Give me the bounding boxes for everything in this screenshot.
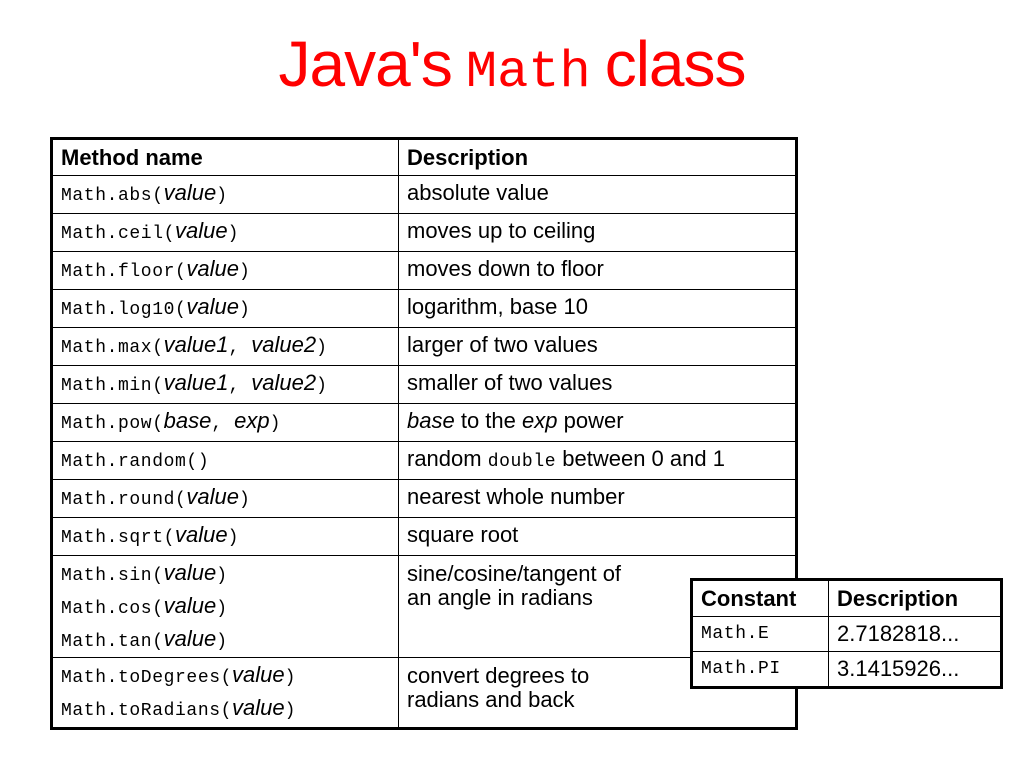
code-text: Math.toDegrees( xyxy=(61,668,233,688)
code-text: ) xyxy=(239,262,251,282)
description-cell xyxy=(399,252,797,290)
code-text: , xyxy=(228,376,252,396)
code-text: Math.pow( xyxy=(61,414,164,434)
method-name-cell xyxy=(52,404,399,442)
constant-name: Math.E xyxy=(692,617,829,652)
method-name-cell xyxy=(52,518,399,556)
text: absolute value xyxy=(407,180,549,205)
code-text: , xyxy=(228,338,252,358)
code-text: ) xyxy=(216,186,228,206)
italic-text: base xyxy=(407,408,455,433)
method-name-cell xyxy=(52,290,399,328)
code-text: double xyxy=(487,452,557,472)
header-description: Description xyxy=(399,139,797,176)
code-text: , xyxy=(211,414,235,434)
code-text: ) xyxy=(239,490,251,510)
method-name-cell xyxy=(52,176,399,214)
italic-text: value2 xyxy=(251,370,317,395)
description-cell xyxy=(399,176,797,214)
description-cell xyxy=(399,366,797,404)
table-row xyxy=(52,214,797,252)
description-cell xyxy=(399,480,797,518)
methods-body xyxy=(52,176,797,729)
text: convert degrees to xyxy=(407,663,590,688)
header-constant-description: Description xyxy=(829,580,1002,617)
code-text: Math.cos( xyxy=(61,599,164,619)
table-row xyxy=(52,328,797,366)
italic-text: base xyxy=(163,408,212,433)
code-text: Math.abs( xyxy=(61,186,164,206)
text: nearest whole number xyxy=(407,484,625,509)
italic-text: value xyxy=(163,180,217,205)
description-cell xyxy=(399,328,797,366)
description-cell xyxy=(399,518,797,556)
italic-text: value xyxy=(186,294,240,319)
methods-header-row xyxy=(52,139,797,176)
italic-text: value xyxy=(163,626,217,651)
description-cell xyxy=(399,290,797,328)
table-row xyxy=(52,556,797,658)
code-text: Math.random() xyxy=(61,452,210,472)
text: sine/cosine/tangent of xyxy=(407,561,622,586)
method-name-cell xyxy=(52,252,399,290)
text: to the xyxy=(454,408,522,433)
text: power xyxy=(557,408,624,433)
method-name-cell xyxy=(52,328,399,366)
text: moves down to floor xyxy=(407,256,604,281)
constants-header-row xyxy=(692,580,1002,617)
code-text: ) xyxy=(216,566,228,586)
text: larger of two values xyxy=(407,332,598,357)
code-text: Math.sqrt( xyxy=(61,528,176,548)
italic-text: exp xyxy=(234,408,270,433)
table-row xyxy=(52,518,797,556)
method-name-cell xyxy=(52,480,399,518)
code-text: Math.max( xyxy=(61,338,164,358)
table-row xyxy=(52,252,797,290)
text: square root xyxy=(407,522,519,547)
table-row xyxy=(692,652,1002,688)
method-name-cell xyxy=(52,366,399,404)
code-text: Math.sin( xyxy=(61,566,164,586)
method-name-cell xyxy=(52,556,399,658)
code-text: ) xyxy=(216,599,228,619)
table-row xyxy=(52,480,797,518)
italic-text: value xyxy=(232,695,285,720)
code-text: ) xyxy=(227,224,240,244)
code-text: ) xyxy=(316,338,328,358)
method-name-cell xyxy=(52,658,399,729)
header-method-name: Method name xyxy=(52,139,399,176)
italic-text: value xyxy=(175,522,228,547)
table-row xyxy=(52,366,797,404)
page-title xyxy=(0,22,1024,115)
code-text: Math.round( xyxy=(61,490,187,510)
code-text: Math.ceil( xyxy=(61,224,176,244)
text: logarithm, base 10 xyxy=(407,294,588,319)
code-text: ) xyxy=(216,632,228,652)
title-suffix: class xyxy=(604,28,746,100)
code-text: ) xyxy=(269,414,282,434)
text: smaller of two values xyxy=(407,370,613,395)
table-row xyxy=(52,290,797,328)
text: an angle in radians xyxy=(407,585,593,610)
code-text: Math.min( xyxy=(61,376,164,396)
italic-text: value1 xyxy=(163,370,229,395)
constants-table xyxy=(690,578,1003,689)
table-row xyxy=(52,442,797,480)
table-row xyxy=(52,658,797,729)
constant-value: 2.7182818... xyxy=(829,617,1002,652)
code-text: ) xyxy=(227,528,240,548)
code-text: ) xyxy=(284,668,297,688)
code-text: ) xyxy=(239,300,251,320)
method-name-cell xyxy=(52,442,399,480)
italic-text: exp xyxy=(522,408,558,433)
table-row xyxy=(52,404,797,442)
description-cell xyxy=(399,404,797,442)
code-text: Math.log10( xyxy=(61,300,187,320)
italic-text: value xyxy=(232,662,285,687)
italic-text: value2 xyxy=(251,332,317,357)
description-cell xyxy=(399,442,797,480)
header-constant: Constant xyxy=(692,580,829,617)
text: moves up to ceiling xyxy=(407,218,596,243)
italic-text: value xyxy=(186,256,240,281)
code-text: Math.floor( xyxy=(61,262,187,282)
constant-name: Math.PI xyxy=(692,652,829,688)
code-text: ) xyxy=(284,701,297,721)
methods-table xyxy=(50,137,798,730)
description-cell xyxy=(399,214,797,252)
title-prefix: Java's xyxy=(278,28,452,100)
italic-text: value xyxy=(186,484,240,509)
italic-text: value1 xyxy=(163,332,229,357)
code-text: ) xyxy=(316,376,328,396)
table-row xyxy=(52,176,797,214)
method-name-cell xyxy=(52,214,399,252)
text: radians and back xyxy=(407,687,575,712)
code-text: Math.toRadians( xyxy=(61,701,233,721)
table-row xyxy=(692,617,1002,652)
text: random xyxy=(407,446,488,471)
italic-text: value xyxy=(163,560,217,585)
title-math: Math xyxy=(465,43,591,102)
constant-value: 3.1415926... xyxy=(829,652,1002,688)
text: between 0 and 1 xyxy=(556,446,725,471)
italic-text: value xyxy=(163,593,217,618)
italic-text: value xyxy=(175,218,228,243)
code-text: Math.tan( xyxy=(61,632,164,652)
